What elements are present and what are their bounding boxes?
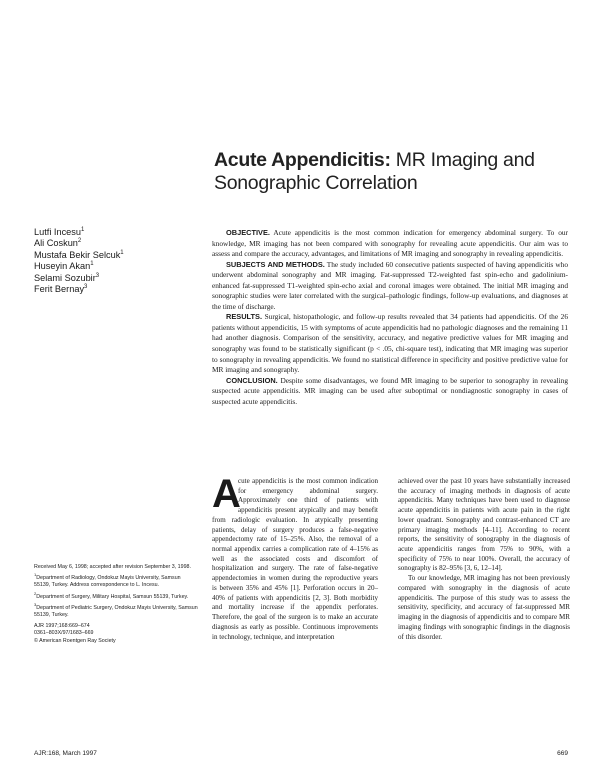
title-bold: Acute Appendicitis: [214,149,391,171]
abstract [212,228,568,407]
body-paragraph: To our knowledge, MR imaging has not been previously compared with sonography in the diagnosis of acute appendicitis. The purpose of this study was to assess the sensitivity, specificity, and accuracy of fat-suppressed MR imaging in the diagnosis of appendicitis and to compare MR imaging findings with sonographic findings in the diagnosis of this disorder. [398,574,570,641]
author: Lutfi Incesu$^1$ [34,226,85,237]
author-list [34,227,184,295]
abstract-objective: OBJECTIVE. Acute appendicitis is the most common indication for emergency abdominal surgery. To our knowledge, MR imaging has not been compared with sonography for revealing acute appendicitis. Our aim was to assess and compare the accuracy, advantages, and limitations of MR imaging and sonography in revealing appendicitis. [212,228,568,259]
affiliation-note: $^2$Department of Surgery, Military Hospital, Samsun 55139, Turkey. [34,590,189,600]
received-note: Received May 6, 1998; accepted after revision September 3, 1998. [34,564,191,570]
author: Huseyin Akan$^1$ [34,261,94,272]
affiliation-note: $^1$Department of Radiology, Ondokuz Mayis University, Samsun 55139, Turkey. Address correspondence to L. Incesu. [34,572,181,589]
body-column-2 [398,477,570,642]
author: Ali Coskun$^2$ [34,238,82,249]
author: Mustafa Bekir Selcuk$^1$ [34,249,124,260]
author: Ferit Bernay$^3$ [34,283,88,295]
abstract-conclusion: CONCLUSION. Despite some disadvantages, we found MR imaging to be superior to sonography in revealing suspected acute appendicitis. MR imaging can be used after suboptimal or nondiagnostic sonography in cases of suspected acute appendicitis. [212,375,568,406]
abstract-results: RESULTS. Surgical, histopathologic, and follow-up results revealed that 34 patients had appendicitis. Of the 26 patients without appendicitis, 15 with symptoms of acute appendicitis had no pathologic diagnoses and the remaining 11 had another diagnosis. Comparison of the sensitivity, accuracy, and negative predictive values for MR imaging and sonography was found to be statistically significant (p < .05, chi-square test), indicating that MR imaging was superior to sonography in revealing appendicitis. We found no statistical difference in specificity and positive predictive value for MR imaging and sonography. [212,312,568,375]
issn-code: 0361–803X/97/1683–669 [34,630,94,637]
author-notes [34,564,198,649]
drop-cap: A [212,472,241,516]
author: Selami Sozubir$^3$ [34,272,100,283]
title-rest: MR Imaging and Sonographic Correlation [214,149,535,194]
journal-footer: AJR:168, March 1997 [34,750,97,757]
body-column-1 [212,472,378,642]
body-paragraph: achieved over the past 10 years have substantially increased the accuracy of imaging methods in diagnosis of acute appendicitis. Many techniques have been used to diagnose acute appendicitis in patients with acute pain in the right lower quadrant. Sonography and contrast-enhanced CT are primary imaging methods [4–11]. According to recent reports, the sensitivity of sonography in the diagnosis of acute appendicitis ranges from 75% to 90%, with a specificity of 75% to near 100%. Overall, the accuracy of sonography is 82–95% [3, 6, 12–14]. [398,477,570,573]
copyright: © American Roentgen Ray Society [34,637,116,644]
abstract-methods: SUBJECTS AND METHODS. The study included 60 consecutive patients suspected of having appendicitis who underwent abdominal sonography and MR imaging. Fat-suppressed T2-weighted fast spin-echo and gadolinium-enhanced fat-suppressed T1-weighted spin-echo axial and coronal images were obtained. The initial MR imaging and sonographic studies were later correlated with the surgical–pathologic findings, follow-up evaluations, and diagnoses at the time of discharge. [212,259,568,311]
body-paragraph: A cute appendicitis is the most common indication for emergency abdominal surgery. Approximately one third of patients with appendicitis present atypically and may benefit from radiologic evaluation. In atypically presenting patients, delay of surgery produces a false-negative appendectomy rate of 15–25%. Also, the removal of a normal appendix carries a complication rate of 4–15% as well as the associated costs and discomfort of hospitalization and surgery. The rate of false-negative appendectomies in women during the reproductive years is between 35% and 45% [1]. Perforation occurs in 20–40% of patients with appendicitis [2, 3]. Both morbidity and mortality increase if the appendix perforates. Therefore, the goal of the surgeon is to make an accurate diagnosis as early as possible. Continuous improvements in technology, technique, and interpretation [212,472,378,641]
article-title [214,149,574,195]
page-number: 669 [557,750,568,757]
citation-code: AJR 1997;168:669–674 [34,623,90,630]
affiliation-note: $^3$Department of Pediatric Surgery, Ondokuz Mayis University, Samsun 55139, Turkey. [34,602,198,619]
